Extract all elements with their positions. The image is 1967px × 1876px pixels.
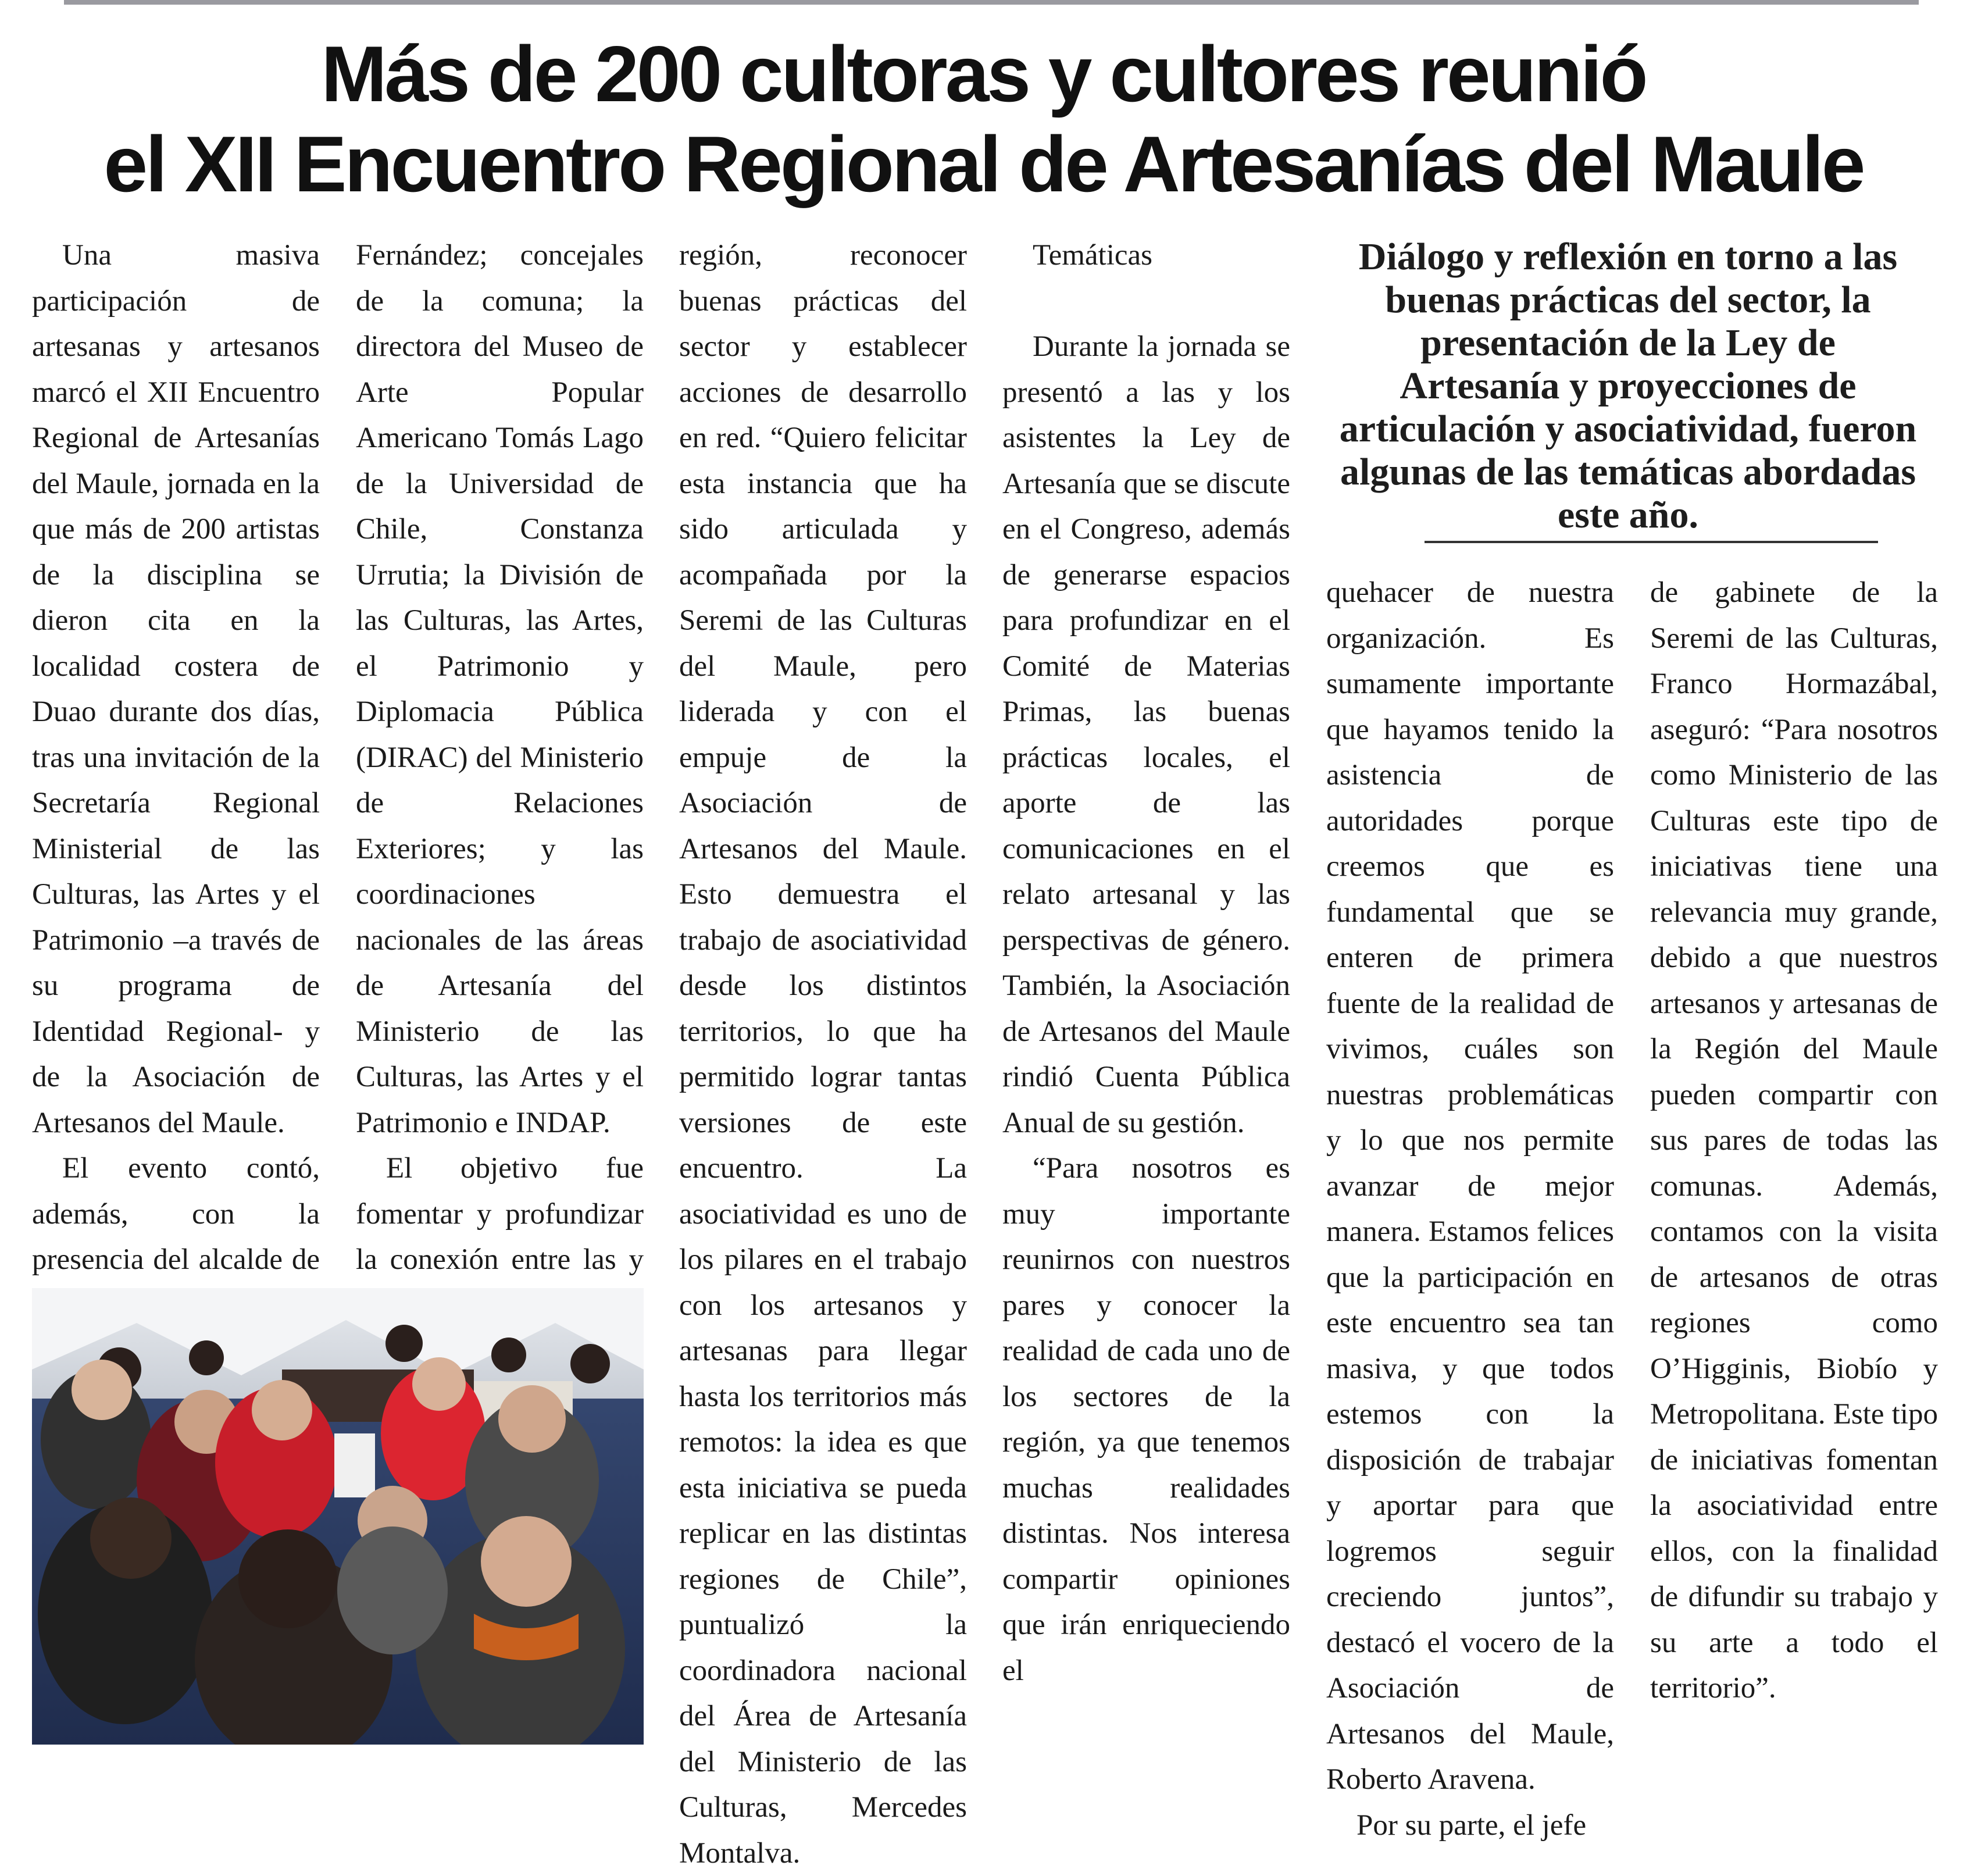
article-column-1 xyxy=(32,233,320,1328)
photo-of-artisans-meeting-icon xyxy=(32,1288,644,1745)
headline-line-1: Más de 200 cultoras y cultores reunió xyxy=(321,30,1646,118)
paragraph-objective-start: El objetivo fue fomentar y profundizar la conexión entre las y xyxy=(356,1152,644,1276)
article-column-3 xyxy=(679,233,967,1876)
article-column-4 xyxy=(1002,233,1290,1693)
paragraph-quote-start: “Para nosotros es muy importante reunirnos con nuestros pares y conocer la realidad de cada uno de los sectores de la región, ya que tenemos muchas realidades distintas. Nos interesa compartir opiniones que irán enriqueciendo el xyxy=(1002,1152,1290,1687)
paragraph-intro: Una masiva participación de artesanas y artesanos marcó el XII Encuentro Regional de Artesanías del Maule, jornada en la que más de 200 artistas de la disciplina se dieron cita en la localidad costera de Duao durante dos días, tras una invitación de la Secretaría Regional Ministerial de las Culturas, las Artes y el Patrimonio –a través de su programa de Identidad Regional- y de la Asociación de Artesanos del Maule. xyxy=(32,239,320,1139)
paragraph-event-start: El evento contó, además, con la presencia del alcalde de xyxy=(32,1152,320,1276)
headline-line-2: el XII Encuentro Regional de Artesanías del Maule xyxy=(103,120,1864,208)
paragraph-topics: Durante la jornada se presentó a las y los asistentes la Ley de Artesanía que se discute en el Congreso, además de generarse espacios para profundizar en el Comité de Materias Primas, las buenas prácticas locales, el aporte de las comunicaciones en el relato artesanal y las perspectivas de género. También, la Asociación de Artesanos del Maule rindió Cuenta Pública Anual de su gestión. xyxy=(1002,330,1290,1139)
paragraph-event-continued: Fernández; concejales de la comuna; la directora del Museo de Arte Popular Americano Tomás Lago de la Universidad de Chile, Constanza Urrutia; la División de las Culturas, las Artes, el Patrimonio y Diplomacia Pública (DIRAC) del Ministerio de Relaciones Exteriores; y las coordinaciones nacionales de las áreas de Artesanía del Ministerio de las Culturas, las Artes y el Patrimonio e INDAP. xyxy=(356,239,644,1139)
article-photo xyxy=(32,1288,644,1745)
subheading-tematicas: Temáticas xyxy=(1033,239,1152,272)
pull-quote: Diálogo y reflexión en torno a las buenas prácticas del sector, la presentación de la Ley de Artesanía y proyecciones de articulación y asociatividad, fueron algunas de las temáticas abordadas este año. xyxy=(1339,236,1917,536)
paragraph-closing-continued: de gabinete de la Seremi de las Culturas, Franco Hormazábal, aseguró: “Para nosotros como Ministerio de las Culturas este tipo de iniciativas tiene una relevancia muy grande, debido a que nuestros artesanos y artesanas de la Región del Maule pueden compartir con sus pares de todas las comunas. Además, contamos con la visita de artesanos de otras regiones como O’Higginis, Biobío y Metropolitana. Este tipo de iniciativas fomentan la asociatividad entre ellos, con la finalidad de difundir su trabajo y su arte a todo el territorio”. xyxy=(1650,576,1938,1704)
paragraph-quote-continued: quehacer de nuestra organización. Es sumamente importante que hayamos tenido la asistencia de autoridades porque creemos que es fundamental que se enteren de primera fuente de la realidad de vivimos, cuáles son nuestras problemáticas y lo que nos permite avanzar de mejor manera. Estamos felices que la participación en este encuentro sea tan masiva, y que todos estemos con la disposición de trabajar y aportar para que logremos seguir creciendo juntos”, destacó el vocero de la Asociación de Artesanos del Maule, Roberto Aravena. xyxy=(1326,576,1614,1796)
top-rule xyxy=(64,0,1919,5)
article-column-2 xyxy=(356,233,644,1328)
paragraph-objective-continued: región, reconocer buenas prácticas del sector y establecer acciones de desarrollo en red. “Quiero felicitar esta instancia que ha sido articulada y acompañada por la Seremi de las Culturas del Maule, pero liderada y con el empuje de la Asociación de Artesanos del Maule. Esto demuestra el trabajo de asociatividad desde los distintos territorios, lo que ha permitido lograr tantas versiones de este encuentro. La asociatividad es uno de los pilares en el trabajo con los artesanos y artesanas para llegar hasta los territorios más remotos: la idea es que esta iniciativa se pueda replicar en las distintas regiones de Chile”, puntualizó la coordinadora nacional del Área de Artesanía del Ministerio de las Culturas, Mercedes Montalva. xyxy=(679,239,967,1870)
paragraph-closing-start: Por su parte, el jefe xyxy=(1356,1809,1587,1842)
headline xyxy=(0,29,1967,209)
article-column-5 xyxy=(1326,570,1614,1848)
article-column-6 xyxy=(1650,570,1938,1711)
pull-quote-rule xyxy=(1425,541,1878,543)
